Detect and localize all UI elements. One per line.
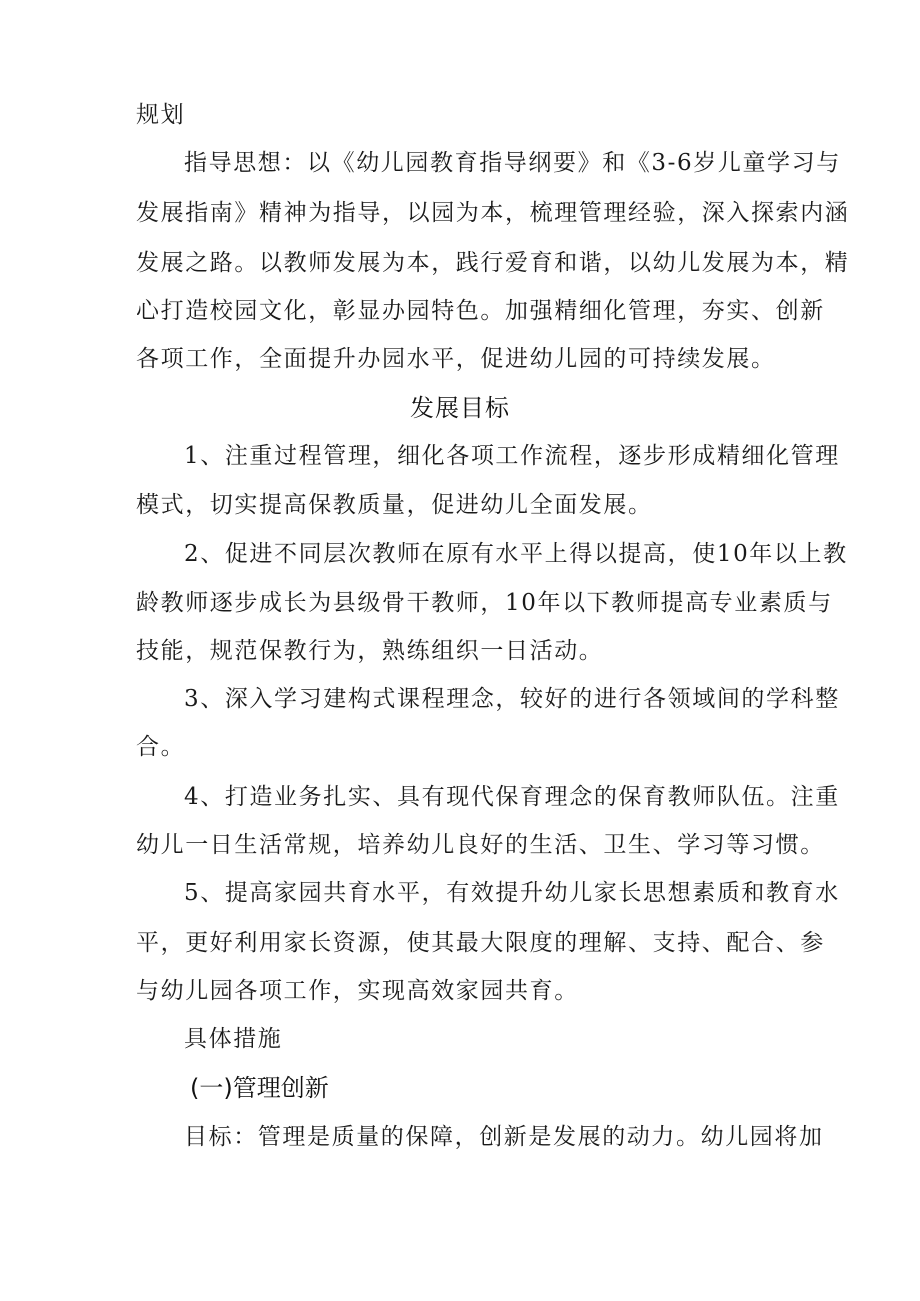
goal-4-line-2: 幼儿一日生活常规，培养幼儿良好的生活、卫生、学习等习惯。 (136, 832, 825, 858)
goal-1-line-2: 模式，切实提高保教质量，促进幼儿全面发展。 (136, 492, 653, 518)
guiding-line-4: 心打造校园文化，彰显办园特色。加强精细化管理，夯实、创新 (136, 298, 825, 324)
section-1-heading: (一)管理创新 (190, 1074, 329, 1102)
goals-heading: 发展目标 (410, 394, 510, 422)
goal-2-line-1: 2、促进不同层次教师在原有水平上得以提高，使10年以上教 (184, 541, 848, 567)
goal-2-line-2: 龄教师逐步成长为县级骨干教师，10年以下教师提高专业素质与 (136, 590, 833, 616)
goal-1-line-1: 1、注重过程管理，细化各项工作流程，逐步形成精细化管理 (184, 443, 840, 469)
goal-5-line-3: 与幼儿园各项工作，实现高效家园共育。 (136, 978, 579, 1004)
goal-4-line-1: 4、打造业务扎实、具有现代保育理念的保育教师队伍。注重 (184, 784, 840, 810)
goal-5-line-2: 平，更好利用家长资源，使其最大限度的理解、支持、配合、参 (136, 930, 825, 956)
guiding-line-2: 发展指南》精神为指导，以园为本，梳理管理经验，深入探索内涵 (136, 200, 850, 226)
goal-5-line-1: 5、提高家园共育水平，有效提升幼儿家长思想素质和教育水 (184, 880, 840, 906)
guiding-line-1: 指导思想：以《幼儿园教育指导纲要》和《3-6岁儿童学习与 (184, 150, 841, 176)
section-1-text: 目标：管理是质量的保障，创新是发展的动力。幼儿园将加 (184, 1124, 824, 1150)
guiding-line-3: 发展之路。以教师发展为本，践行爱育和谐，以幼儿发展为本，精 (136, 250, 850, 276)
intro-title: 规划 (136, 102, 186, 128)
goal-2-line-3: 技能，规范保教行为，熟练组织一日活动。 (136, 638, 604, 664)
guiding-line-5: 各项工作，全面提升办园水平，促进幼儿园的可持续发展。 (136, 346, 776, 372)
measures-title: 具体措施 (184, 1026, 283, 1052)
goal-3-line-1: 3、深入学习建构式课程理念，较好的进行各领域间的学科整 (184, 686, 840, 712)
goal-3-line-2: 合。 (136, 734, 186, 760)
